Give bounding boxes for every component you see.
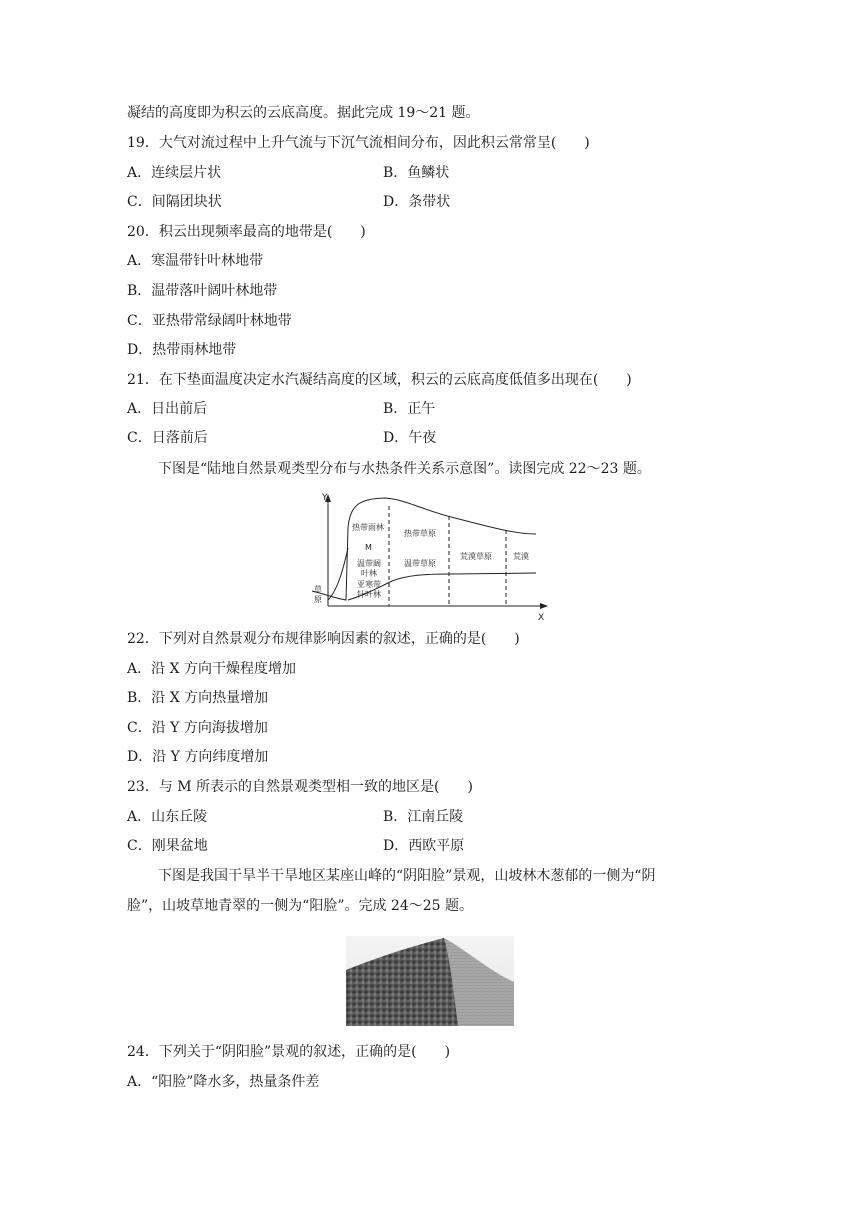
q23-option-b: B．江南丘陵 [383, 809, 464, 825]
q19-option-b: B．鱼鳞状 [383, 165, 450, 181]
intro-24-25-line-1: 下图是我国干旱半干旱地区某座山峰的“阴阳脸”景观，山坡林木葱郁的一侧为“阴 [158, 868, 656, 884]
x-axis-label: X [538, 613, 545, 623]
q21-option-a: A．日出前后 [127, 401, 208, 417]
q19-option-a: A．连续层片状 [127, 165, 222, 181]
q21-option-c: C．日落前后 [127, 430, 208, 446]
q20-option-a: A．寒温带针叶林地带 [127, 253, 264, 269]
label-desert: 荒漠 [513, 552, 529, 561]
landscape-distribution-diagram [300, 488, 560, 624]
intro-24-25-line-2: 脸”，山坡草地青翠的一侧为“阳脸”。完成 24～25 题。 [127, 898, 473, 914]
q20-option-b: B．温带落叶阔叶林地带 [127, 283, 278, 299]
label-taiga: 针叶林 [357, 590, 381, 599]
q23-option-d: D．西欧平原 [383, 838, 465, 854]
x-axis-arrow [540, 603, 548, 609]
label-tropical-grassland: 热带草原 [404, 529, 436, 538]
label-temperate-2: 叶林 [361, 569, 377, 578]
upper-boundary-curve [312, 498, 536, 600]
question-22-stem: 22．下列对自然景观分布规律影响因素的叙述，正确的是( ) [127, 631, 520, 647]
q19-option-d: D．条带状 [383, 194, 451, 210]
q20-option-c: C．亚热带常绿阔叶林地带 [127, 313, 292, 329]
label-subfrigid: 亚寒带 [357, 580, 381, 589]
left-inner-curve [328, 548, 348, 600]
grassland-label-2: 原 [314, 595, 322, 604]
q21-option-b: B．正午 [383, 401, 436, 417]
q22-option-d: D．沿 Y 方向纬度增加 [127, 749, 269, 765]
label-temperate-1: 温带阔 [357, 559, 381, 568]
label-m: M [365, 543, 372, 552]
question-24-stem: 24．下列关于“阴阳脸”景观的叙述，正确的是( ) [127, 1044, 451, 1060]
question-19-stem: 19．大气对流过程中上升气流与下沉气流相间分布，因此积云常常呈( ) [127, 135, 590, 151]
grassland-label-1: 草 [314, 585, 322, 594]
intro-tail: 凝结的高度即为积云的云底高度。据此完成 19～21 题。 [127, 105, 480, 121]
q23-option-a: A．山东丘陵 [127, 809, 208, 825]
question-21-stem: 21．在下垫面温度决定水汽凝结高度的区域，积云的云底高度低值多出现在( ) [127, 372, 632, 388]
q20-option-d: D．热带雨林地带 [127, 342, 237, 358]
q19-option-c: C．间隔团块状 [127, 194, 222, 210]
label-rainforest: 热带雨林 [352, 523, 384, 532]
question-23-stem: 23．与 M 所表示的自然景观类型相一致的地区是( ) [127, 779, 473, 795]
q22-option-c: C．沿 Y 方向海拔增加 [127, 720, 268, 736]
q22-option-b: B．沿 X 方向热量增加 [127, 690, 269, 706]
q24-option-a: A．“阳脸”降水多，热量条件差 [127, 1074, 320, 1090]
q23-option-c: C．刚果盆地 [127, 838, 208, 854]
q21-option-d: D．午夜 [383, 430, 437, 446]
yin-yang-face-mountain-photo [346, 936, 514, 1026]
question-20-stem: 20．积云出现频率最高的地带是( ) [127, 224, 366, 240]
q22-option-a: A．沿 X 方向干燥程度增加 [127, 661, 296, 677]
label-desert-grassland: 荒漠草原 [460, 552, 492, 561]
label-temperate-grassland: 温带草原 [404, 559, 436, 568]
intro-22-23: 下图是“陆地自然景观类型分布与水热条件关系示意图”。读图完成 22～23 题。 [158, 461, 651, 477]
y-axis-label: Y [322, 493, 328, 503]
